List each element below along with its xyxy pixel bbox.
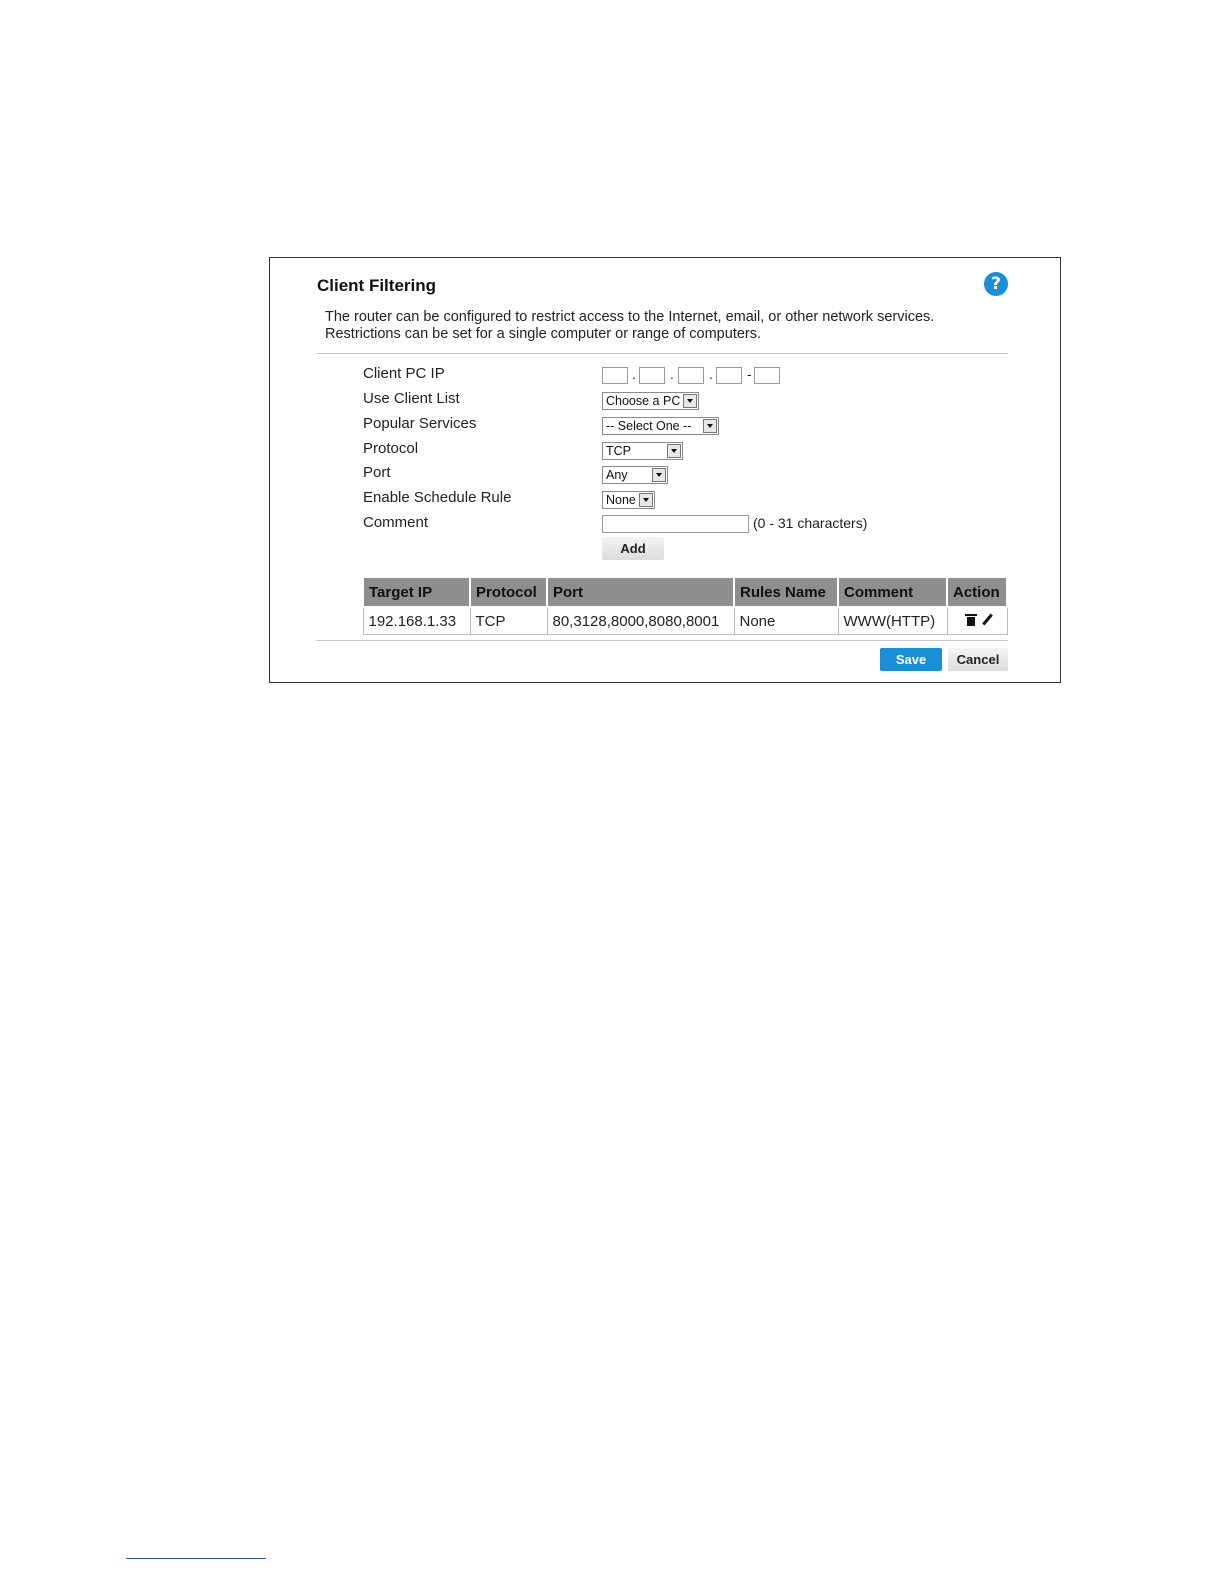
chevron-down-icon <box>639 493 653 507</box>
comment-input[interactable] <box>602 515 749 533</box>
popular-services-value: -- Select One -- <box>606 419 692 433</box>
protocol-select[interactable] <box>602 442 683 460</box>
protocol-label: Protocol <box>363 440 419 457</box>
client-pc-ip-label: Client PC IP <box>363 365 445 382</box>
column-header-port: Port <box>547 577 734 607</box>
cell-action <box>947 607 1007 635</box>
chevron-down-icon <box>652 468 666 482</box>
schedule-rule-value: None <box>606 493 636 507</box>
client-list-value: Choose a PC <box>606 394 681 408</box>
chevron-down-icon <box>703 419 717 433</box>
ip-separator: . <box>709 366 713 382</box>
comment-label: Comment <box>363 514 429 531</box>
column-header-action: Action <box>947 577 1007 607</box>
schedule-rule-select[interactable] <box>602 491 655 509</box>
cell-comment: WWW(HTTP) <box>838 607 947 635</box>
use-client-list-label: Use Client List <box>363 390 460 407</box>
enable-schedule-rule-label: Enable Schedule Rule <box>363 489 512 506</box>
column-header-comment: Comment <box>838 577 947 607</box>
column-header-rules-name: Rules Name <box>734 577 838 607</box>
footnote-rule <box>126 1558 266 1559</box>
ip-range-separator: - <box>747 366 752 382</box>
port-label: Port <box>363 464 391 481</box>
cell-rules-name: None <box>734 607 838 635</box>
client-list-select[interactable] <box>602 392 699 410</box>
description-line-1: The router can be configured to restrict access to the Internet, email, or other network services. <box>325 309 935 325</box>
pencil-icon[interactable] <box>982 614 993 626</box>
cancel-button[interactable]: Cancel <box>948 648 1008 671</box>
save-button[interactable]: Save <box>880 648 942 671</box>
ip-range-end-input[interactable] <box>754 367 780 384</box>
cell-target-ip: 192.168.1.33 <box>363 607 470 635</box>
protocol-value: TCP <box>606 444 631 458</box>
action-icons <box>953 613 1002 626</box>
divider-top <box>316 353 1008 354</box>
chevron-down-icon <box>667 444 681 458</box>
table-header-row <box>363 577 1007 607</box>
column-header-target-ip: Target IP <box>363 577 470 607</box>
comment-length-hint: (0 - 31 characters) <box>753 515 868 531</box>
column-header-protocol: Protocol <box>470 577 547 607</box>
description-line-2: Restrictions can be set for a single computer or range of computers. <box>325 326 762 342</box>
description <box>325 309 934 343</box>
help-icon[interactable]: ? <box>984 272 1008 296</box>
ip-octet-1-input[interactable] <box>602 367 628 384</box>
ip-octet-2-input[interactable] <box>639 367 665 384</box>
ip-octet-4-input[interactable] <box>716 367 742 384</box>
ip-separator: . <box>632 366 636 382</box>
port-select[interactable] <box>602 466 668 484</box>
add-button[interactable]: Add <box>602 537 664 560</box>
client-filtering-panel <box>269 257 1061 683</box>
popular-services-select[interactable] <box>602 417 719 435</box>
page-title: Client Filtering <box>317 276 436 295</box>
filter-rules-table <box>362 576 1008 635</box>
port-value: Any <box>606 468 628 482</box>
trash-icon[interactable] <box>966 614 976 626</box>
ip-octet-3-input[interactable] <box>678 367 704 384</box>
divider-bottom <box>316 640 1008 641</box>
ip-separator: . <box>670 366 674 382</box>
chevron-down-icon <box>683 394 697 408</box>
popular-services-label: Popular Services <box>363 415 477 432</box>
cell-protocol: TCP <box>470 607 547 635</box>
table-row <box>363 607 1007 635</box>
cell-port: 80,3128,8000,8080,8001 <box>547 607 734 635</box>
